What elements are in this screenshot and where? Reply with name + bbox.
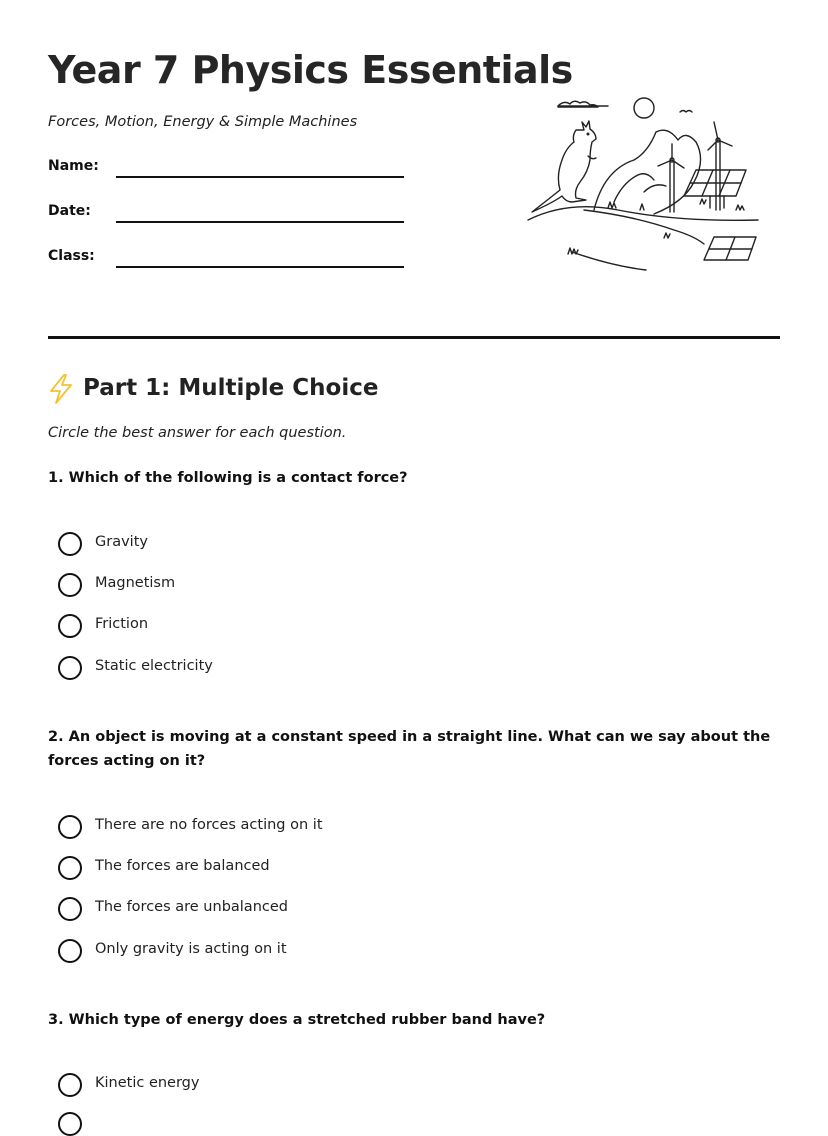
option-label: Magnetism — [95, 575, 176, 591]
question-3: 3. Which type of energy does a stretched rubber band have? — [48, 1012, 546, 1028]
name-field[interactable] — [48, 158, 408, 186]
option-label: The forces are balanced — [95, 858, 270, 874]
q3-option-2[interactable] — [58, 1112, 658, 1136]
q1-option-2[interactable] — [58, 573, 658, 597]
option-label: The forces are unbalanced — [95, 899, 288, 915]
answer-circle[interactable] — [58, 656, 82, 680]
option-label: Gravity — [95, 534, 148, 550]
kangaroo-landscape-icon — [524, 92, 764, 282]
option-label: Kinetic energy — [95, 1075, 200, 1091]
q1-option-3[interactable] — [58, 614, 658, 638]
q2-option-3[interactable] — [58, 897, 658, 921]
answer-circle[interactable] — [58, 1112, 82, 1136]
name-line[interactable] — [116, 176, 404, 178]
q3-option-1[interactable] — [58, 1073, 658, 1097]
q2-option-1[interactable] — [58, 815, 658, 839]
page-title: Year 7 Physics Essentials — [48, 48, 573, 92]
part1-instructions: Circle the best answer for each question. — [48, 425, 347, 441]
class-line[interactable] — [116, 266, 404, 268]
answer-circle[interactable] — [58, 614, 82, 638]
answer-circle[interactable] — [58, 532, 82, 556]
date-label: Date: — [48, 203, 91, 219]
answer-circle[interactable] — [58, 897, 82, 921]
answer-circle[interactable] — [58, 856, 82, 880]
q1-option-4[interactable] — [58, 656, 658, 680]
option-label: Only gravity is acting on it — [95, 941, 287, 957]
page-subtitle: Forces, Motion, Energy & Simple Machines — [48, 114, 358, 130]
q1-option-1[interactable] — [58, 532, 658, 556]
part1-heading-text: Part 1: Multiple Choice — [83, 375, 379, 401]
answer-circle[interactable] — [58, 1073, 82, 1097]
question-1: 1. Which of the following is a contact force? — [48, 470, 408, 486]
q2-option-2[interactable] — [58, 856, 658, 880]
class-label: Class: — [48, 248, 95, 264]
question-2: 2. An object is moving at a constant speed in a straight line. What can we say about the forces acting on it? — [48, 729, 771, 769]
q2-option-4[interactable] — [58, 939, 658, 963]
answer-circle[interactable] — [58, 815, 82, 839]
lightning-bolt-icon — [48, 374, 74, 404]
date-field[interactable] — [48, 203, 408, 231]
option-label: Friction — [95, 616, 149, 632]
header-divider — [48, 336, 780, 339]
name-label: Name: — [48, 158, 99, 174]
option-label: Static electricity — [95, 658, 213, 674]
answer-circle[interactable] — [58, 573, 82, 597]
date-line[interactable] — [116, 221, 404, 223]
option-label: There are no forces acting on it — [95, 817, 323, 833]
answer-circle[interactable] — [58, 939, 82, 963]
class-field[interactable] — [48, 248, 408, 276]
